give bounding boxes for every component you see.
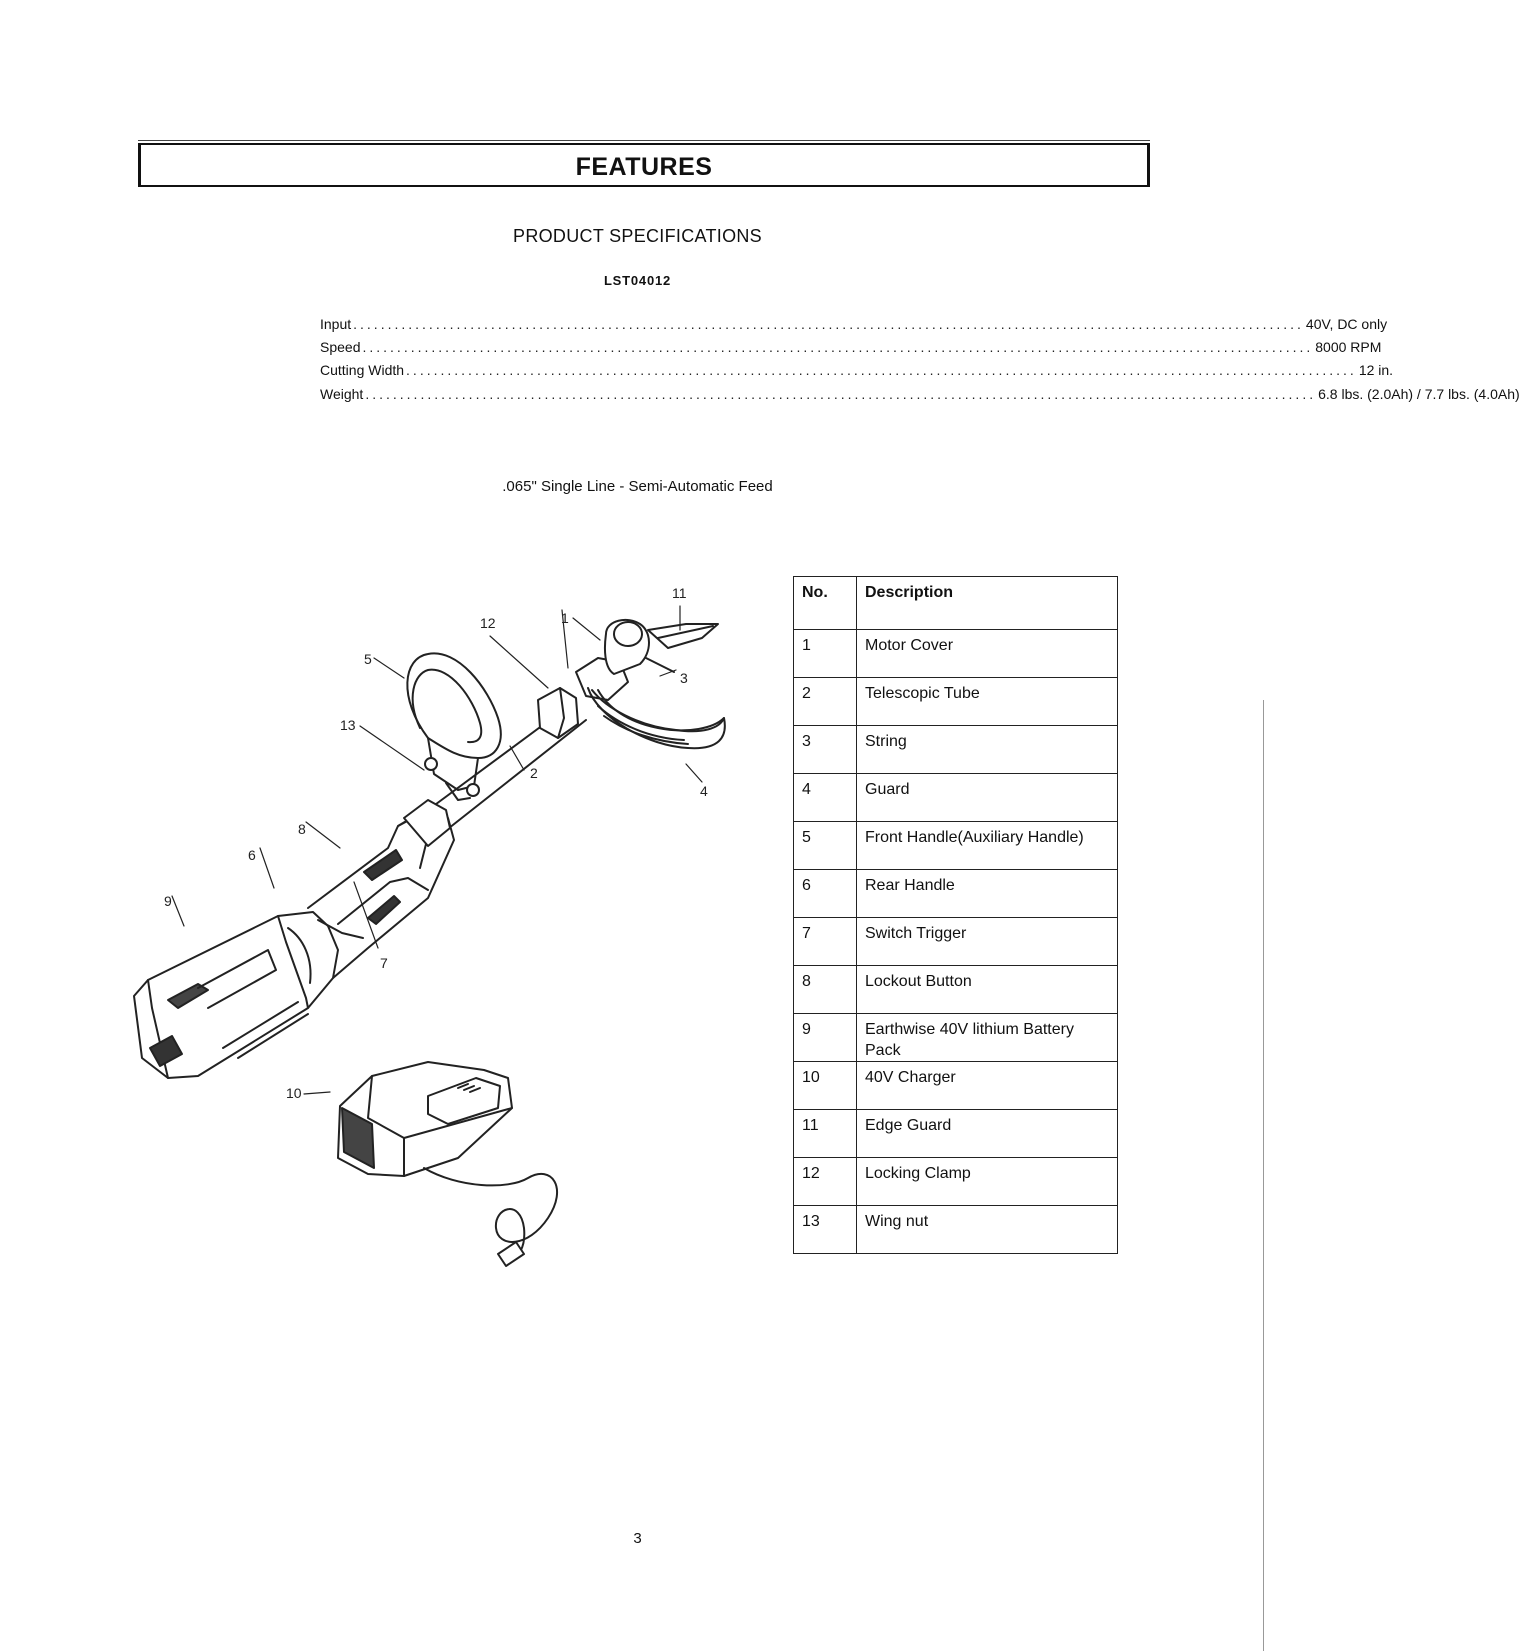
dot-leader: .......................................................................................................................................... (353, 316, 1304, 332)
table-row (794, 918, 1118, 966)
spec-value: 8000 RPM (1315, 339, 1382, 355)
callout-3: 3 (680, 670, 688, 686)
part-number: 3 (794, 726, 857, 774)
table-row (794, 870, 1118, 918)
table-row (794, 726, 1118, 774)
dot-leader: .......................................................................................................................................... (365, 386, 1317, 402)
spec-row-cutting-width (320, 362, 1394, 382)
part-number: 10 (794, 1062, 857, 1110)
callout-12: 12 (480, 615, 496, 631)
dot-leader: .......................................................................................................................................... (362, 339, 1314, 355)
header-no: No. (794, 577, 857, 630)
dot-leader: .......................................................................................................................................... (406, 362, 1357, 378)
part-description: 40V Charger (857, 1062, 1118, 1110)
spec-value: 40V, DC only (1305, 316, 1388, 332)
parts-table (793, 576, 1118, 1254)
spec-row-speed (320, 339, 1382, 359)
part-number: 9 (794, 1014, 857, 1062)
part-number: 8 (794, 966, 857, 1014)
spec-label: Input (320, 316, 352, 332)
part-description: Locking Clamp (857, 1158, 1118, 1206)
callout-7: 7 (380, 955, 388, 971)
part-number: 7 (794, 918, 857, 966)
callout-13: 13 (340, 717, 356, 733)
table-row (794, 966, 1118, 1014)
callout-10: 10 (286, 1085, 302, 1101)
callout-4: 4 (700, 783, 708, 799)
table-row (794, 1158, 1118, 1206)
features-header-box (138, 143, 1150, 187)
line-feed-note: .065" Single Line - Semi-Automatic Feed (502, 478, 773, 495)
table-header-row (794, 577, 1118, 630)
part-description: Front Handle(Auxiliary Handle) (857, 822, 1118, 870)
part-description: String (857, 726, 1118, 774)
page-number: 3 (633, 1530, 642, 1547)
trimmer-illustration (128, 578, 768, 1268)
callout-5: 5 (364, 651, 372, 667)
callout-8: 8 (298, 821, 306, 837)
part-description: Motor Cover (857, 630, 1118, 678)
part-description: Telescopic Tube (857, 678, 1118, 726)
part-number: 13 (794, 1206, 857, 1254)
specs-title: PRODUCT SPECIFICATIONS (513, 226, 762, 246)
part-number: 4 (794, 774, 857, 822)
spec-label: Speed (320, 339, 361, 355)
callout-9: 9 (164, 893, 172, 909)
part-description: Rear Handle (857, 870, 1118, 918)
part-number: 12 (794, 1158, 857, 1206)
part-number: 11 (794, 1110, 857, 1158)
page-title: FEATURES (575, 153, 713, 181)
table-row (794, 774, 1118, 822)
battery-pack-drawing (134, 912, 338, 1078)
table-row (794, 1110, 1118, 1158)
callout-2: 2 (530, 765, 538, 781)
part-description: Lockout Button (857, 966, 1118, 1014)
spec-label: Cutting Width (320, 362, 405, 378)
front-handle-drawing (407, 653, 500, 800)
part-number: 5 (794, 822, 857, 870)
part-description: Edge Guard (857, 1110, 1118, 1158)
part-number: 2 (794, 678, 857, 726)
spec-row-weight (320, 386, 1520, 406)
part-description: Guard (857, 774, 1118, 822)
table-row (794, 1014, 1118, 1062)
callout-1: 1 (561, 610, 569, 626)
part-number: 6 (794, 870, 857, 918)
table-row (794, 1062, 1118, 1110)
spec-label: Weight (320, 386, 364, 402)
table-row (794, 678, 1118, 726)
model-number: LST04012 (603, 273, 672, 288)
part-number: 1 (794, 630, 857, 678)
scan-edge-line (1263, 700, 1264, 1651)
table-row (794, 1206, 1118, 1254)
callout-11: 11 (672, 585, 687, 601)
table-row (794, 822, 1118, 870)
header-description: Description (857, 577, 1118, 630)
spec-row-input (320, 316, 1388, 336)
charger-drawing (338, 1062, 557, 1266)
part-description: Earthwise 40V lithium Battery Pack (857, 1014, 1118, 1062)
part-description: Wing nut (857, 1206, 1118, 1254)
callout-6: 6 (248, 847, 256, 863)
table-row (794, 630, 1118, 678)
spec-value: 12 in. (1358, 362, 1394, 378)
part-description: Switch Trigger (857, 918, 1118, 966)
spec-value: 6.8 lbs. (2.0Ah) / 7.7 lbs. (4.0Ah) (1318, 386, 1520, 402)
